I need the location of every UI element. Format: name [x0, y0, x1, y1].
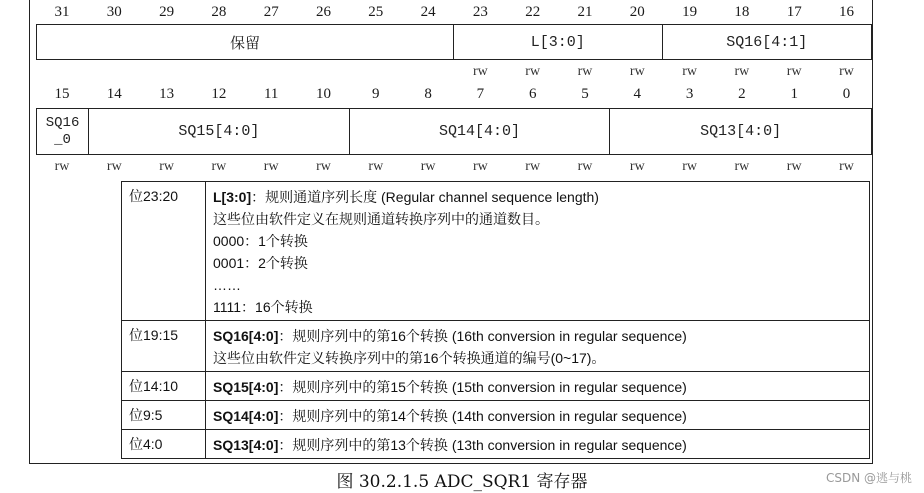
lower-field-row — [36, 108, 872, 155]
field-name: SQ16[4:0] — [213, 328, 279, 344]
bit-number-1: 14 — [106, 86, 122, 102]
bit-number-15: 16 — [839, 4, 854, 20]
bit-number-10: 21 — [577, 4, 593, 20]
lower-access-row — [36, 159, 873, 179]
bit-number-9: 6 — [528, 86, 537, 102]
access-type-14: rw — [786, 159, 802, 174]
access-type-0: rw — [54, 159, 70, 174]
field-label-line1: SQ16 — [45, 114, 80, 131]
description-line: 1111：16个转换 — [213, 299, 313, 315]
access-type-9: rw — [525, 64, 541, 79]
bit-number-11: 4 — [633, 86, 642, 102]
bit-number-10: 5 — [581, 86, 589, 102]
field-name: SQ15[4:0] — [213, 379, 279, 395]
register-field-2: SQ14[4:0] — [350, 109, 611, 154]
access-type-5: rw — [316, 159, 331, 174]
access-type-11: rw — [629, 159, 645, 174]
register-field-1: L[3:0] — [454, 25, 663, 59]
bit-number-15: 0 — [842, 86, 851, 102]
watermark: CSDN @逃与桃 — [825, 471, 912, 485]
upper-bit-numbers — [36, 4, 873, 24]
description-line: 0000：1个转换 — [213, 233, 308, 249]
bit-description — [206, 430, 870, 459]
access-type-10: rw — [577, 159, 593, 174]
bit-description — [206, 182, 870, 321]
bit-number-4: 11 — [263, 86, 279, 102]
access-type-11: rw — [629, 64, 645, 79]
bit-number-9: 22 — [525, 4, 541, 20]
access-type-12: rw — [682, 159, 697, 174]
bit-range: 位23:20 — [122, 182, 206, 321]
description-line — [213, 325, 863, 347]
description-row — [122, 182, 870, 321]
field-summary: ：规则通道序列长度 (Regular channel sequence length) — [251, 189, 599, 205]
description-line — [213, 376, 863, 398]
bit-number-2: 29 — [159, 4, 175, 20]
description-row — [122, 372, 870, 401]
bit-number-12: 3 — [685, 86, 694, 102]
bit-description — [206, 372, 870, 401]
bit-number-7: 8 — [424, 86, 432, 102]
access-type-15: rw — [839, 64, 854, 79]
access-type-4: rw — [263, 159, 279, 174]
bit-number-7: 24 — [420, 4, 436, 20]
access-type-6: rw — [368, 159, 384, 174]
description-line: 这些位由软件定义在规则通道转换序列中的通道数目。 — [213, 211, 549, 227]
bit-number-8: 23 — [472, 4, 488, 20]
bit-number-2: 13 — [159, 86, 175, 102]
access-type-8: rw — [473, 159, 488, 174]
bit-number-14: 17 — [786, 4, 802, 20]
access-type-3: rw — [211, 159, 227, 174]
access-type-14: rw — [786, 64, 802, 79]
bit-number-0: 15 — [54, 86, 70, 102]
bit-number-6: 25 — [368, 4, 384, 20]
bit-range: 位9:5 — [122, 401, 206, 430]
bit-range: 位19:15 — [122, 321, 206, 372]
register-field-0: 保留 — [37, 25, 454, 59]
field-name: L[3:0] — [213, 189, 252, 205]
bit-description-table — [121, 181, 870, 459]
lower-bit-numbers — [36, 86, 873, 106]
field-summary: ：规则序列中的第15个转换 (15th conversion in regular sequence) — [278, 379, 687, 395]
description-line: 这些位由软件定义转换序列中的第16个转换通道的编号(0~17)。 — [213, 350, 606, 366]
bit-number-13: 2 — [738, 86, 746, 102]
register-field-1: SQ15[4:0] — [89, 109, 350, 154]
field-summary: ：规则序列中的第16个转换 (16th conversion in regular sequence) — [278, 328, 687, 344]
field-name: SQ13[4:0] — [213, 437, 279, 453]
description-line: …… — [213, 277, 241, 293]
bit-number-1: 30 — [106, 4, 122, 20]
access-type-13: rw — [734, 64, 750, 79]
register-field-0 — [37, 109, 89, 154]
description-line: 0001：2个转换 — [213, 255, 308, 271]
description-row — [122, 430, 870, 459]
bit-range: 位4:0 — [122, 430, 206, 459]
bit-number-4: 27 — [263, 4, 279, 20]
register-field-2: SQ16[4:1] — [726, 33, 808, 51]
description-line — [213, 434, 863, 456]
bit-description — [206, 401, 870, 430]
bit-number-11: 20 — [629, 4, 645, 20]
access-type-15: rw — [839, 159, 854, 174]
bit-description — [206, 321, 870, 372]
bit-number-6: 9 — [372, 86, 380, 102]
bit-number-5: 10 — [316, 86, 331, 102]
bit-number-12: 19 — [682, 4, 698, 20]
upper-access-row — [36, 64, 873, 84]
access-type-13: rw — [734, 159, 750, 174]
access-type-12: rw — [682, 64, 697, 79]
access-type-8: rw — [473, 64, 488, 79]
bit-number-8: 7 — [476, 86, 485, 102]
field-label-line2: _0 — [54, 131, 71, 148]
access-type-10: rw — [577, 64, 593, 79]
access-type-2: rw — [159, 159, 174, 174]
bit-number-0: 31 — [54, 4, 70, 20]
access-type-9: rw — [525, 159, 541, 174]
register-field-3: SQ13[4:0] — [700, 123, 782, 140]
bit-number-13: 18 — [734, 4, 750, 20]
bit-number-3: 12 — [211, 86, 227, 102]
bit-number-5: 26 — [316, 4, 331, 20]
description-row — [122, 321, 870, 372]
description-line — [213, 405, 863, 427]
field-summary: ：规则序列中的第13个转换 (13th conversion in regular sequence) — [278, 437, 687, 453]
access-type-7: rw — [420, 159, 436, 174]
field-summary: ：规则序列中的第14个转换 (14th conversion in regular sequence) — [278, 408, 687, 424]
bit-range: 位14:10 — [122, 372, 206, 401]
description-row — [122, 401, 870, 430]
bit-number-14: 1 — [790, 86, 798, 102]
figure-caption: 图 30.2.1.5 ADC_SQR1 寄存器 — [336, 472, 588, 492]
field-name: SQ14[4:0] — [213, 408, 279, 424]
bit-number-3: 28 — [211, 4, 227, 20]
upper-field-row — [36, 24, 872, 60]
access-type-1: rw — [106, 159, 122, 174]
description-line — [213, 186, 863, 208]
